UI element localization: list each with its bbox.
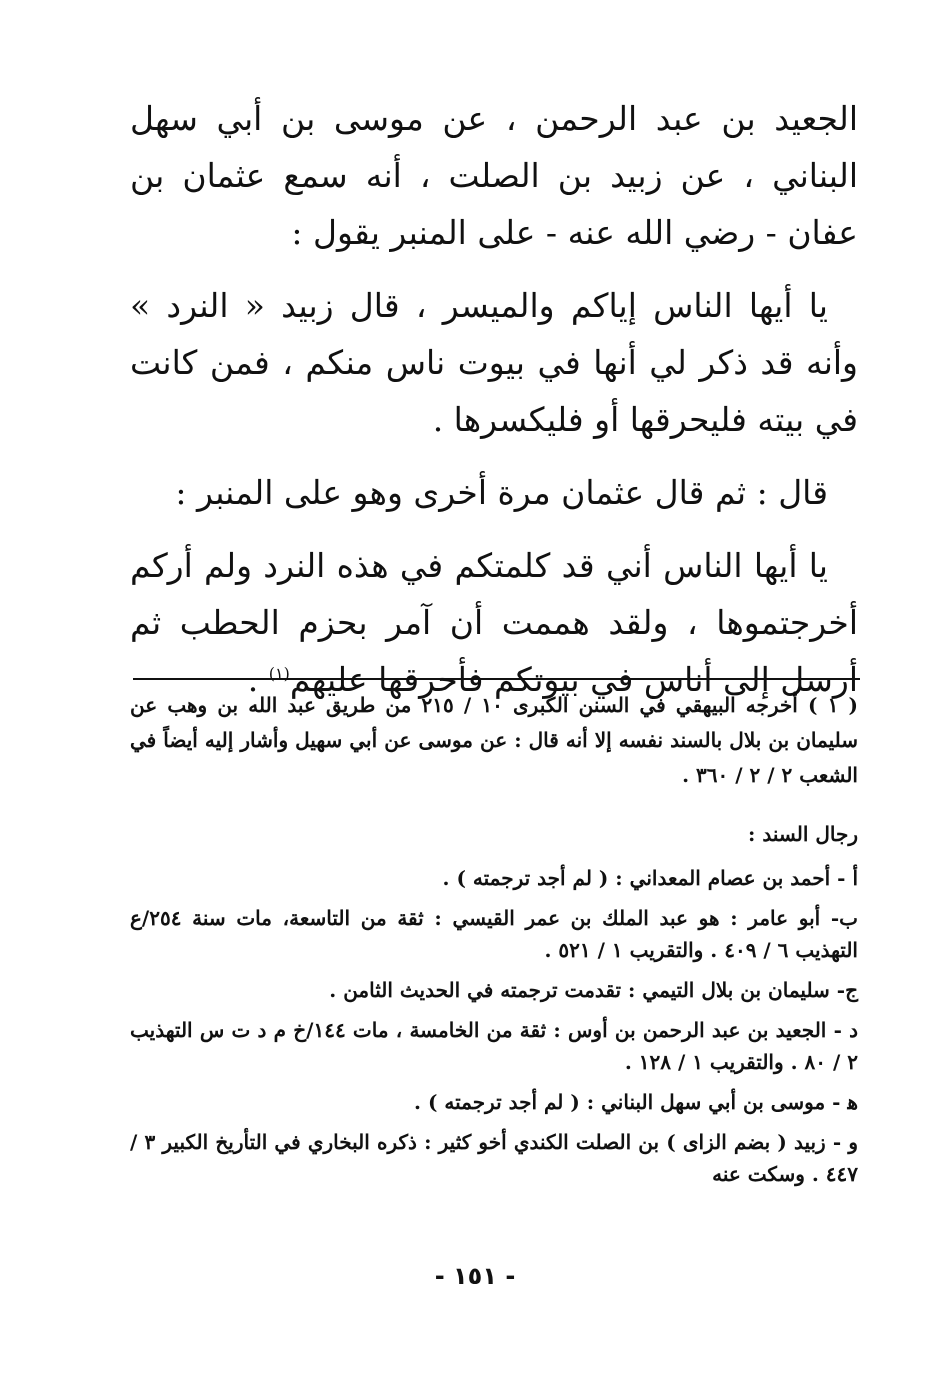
- paragraph-1: الجعيد بن عبد الرحمن ، عن موسى بن أبي سهل البناني ، عن زبيد بن الصلت ، أنه سمع عثمان بن عفان - رضي الله عنه - على المنبر يقول :: [130, 99, 858, 252]
- paragraph-4-end: .: [247, 660, 269, 699]
- rijal-heading: رجال السند :: [748, 822, 858, 846]
- page-number: - ١٥١ -: [434, 1262, 516, 1290]
- footnote-reference[interactable]: (١): [268, 664, 290, 683]
- footnote-text: ( ١ ) أخرجه البيهقي في السنن الكبرى ١٠ / ٢١٥ من طريق عبد الله بن وهب عن سليمان بن بلال بالسند نفسه إلا أنه قال : عن موسى عن أبي سهيل وأشار إليه أيضاً في الشعب ٢ / ٢ / ٣٦٠ .: [130, 693, 858, 787]
- paragraph-2: يا أيها الناس إياكم والميسر ، قال زبيد « النرد » وأنه قد ذكر لي أنها في بيوت ناس منكم ، فمن كانت في بيته فليحرقها أو فليكسرها .: [130, 286, 858, 439]
- rijal-item-alif: أ - أحمد بن عصام المعداني : ( لم أجد ترجمته ) .: [442, 866, 858, 890]
- rijal-item-ha: ﻫ - موسى بن أبي سهل البناني : ( لم أجد ترجمته ) .: [414, 1090, 858, 1114]
- footnote-divider: [133, 678, 860, 680]
- paragraph-4-text: يا أيها الناس أني قد كلمتكم في هذه النرد ولم أركم أخرجتموها ، ولقد هممت أن آمر بحزم الحطب ثم أرسل إلى أناس في بيوتكم فأحرقها عليهم: [130, 546, 858, 699]
- rijal-item-ba: ب- أبو عامر : هو عبد الملك بن عمر القيسي : ثقة من التاسعة، مات سنة ٢٥٤/ع التهذيب ٦ / ٤٠٩ . والتقريب ١ / ٥٢١ .: [130, 906, 858, 962]
- rijal-item-waw: و - زبيد ( بضم الزاى ) بن الصلت الكندي أخو كثير : ذكره البخاري في التأريخ الكبير ٣ / ٤٤٧ . وسكت عنه: [130, 1130, 858, 1186]
- rijal-section: [130, 818, 858, 1198]
- paragraph-3: قال : ثم قال عثمان مرة أخرى وهو على المنبر :: [175, 473, 828, 512]
- paragraph-4: [130, 537, 858, 708]
- main-text: [130, 90, 858, 708]
- rijal-item-dal: د - الجعيد بن عبد الرحمن بن أوس : ثقة من الخامسة ، مات ١٤٤/خ م د ت س التهذيب ٢ / ٨٠ . والتقريب ١ / ١٢٨ .: [130, 1018, 858, 1074]
- rijal-item-jim: ج- سليمان بن بلال التيمي : تقدمت ترجمته في الحديث الثامن .: [329, 978, 858, 1002]
- footnote: [130, 688, 858, 793]
